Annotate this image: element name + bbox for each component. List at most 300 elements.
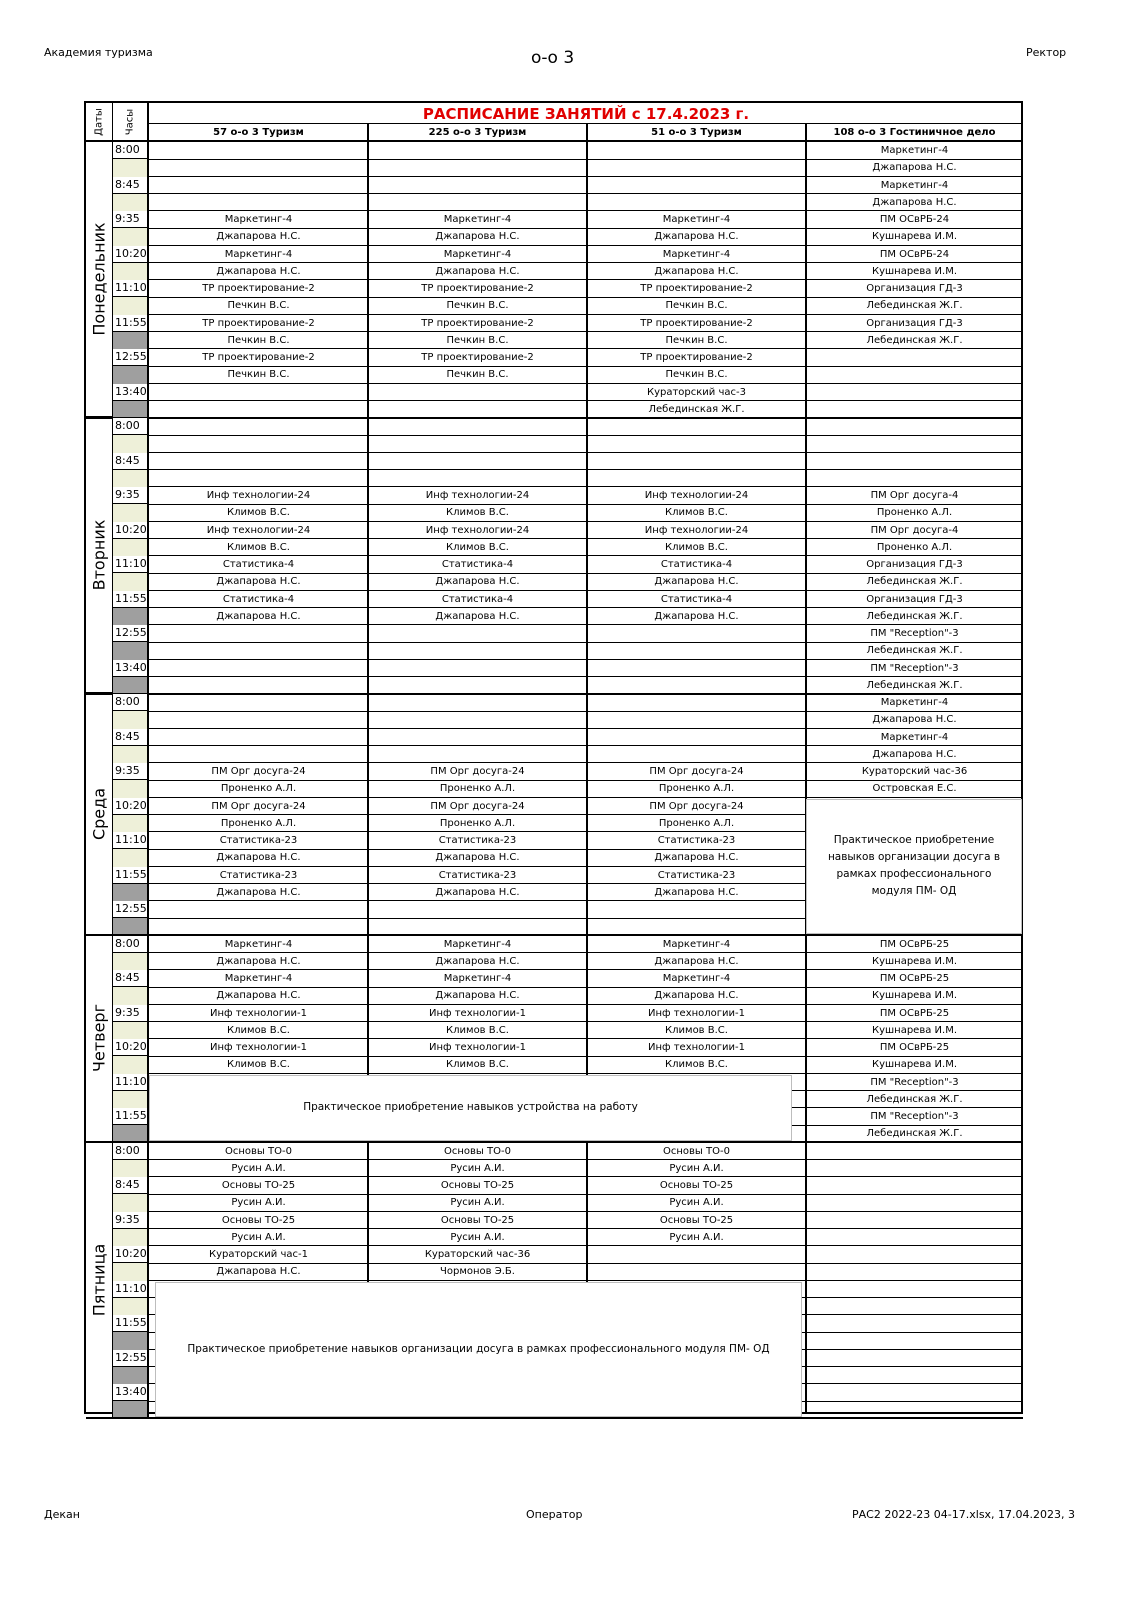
col-225-teacher: Печкин В.С. [446,300,509,312]
time-cell-shade [113,332,149,349]
col-108-subject: ПМ ОСвРБ-24 [879,214,950,225]
col-51-subject: ТР проектирование-2 [640,283,753,294]
col-51-subject: Кураторский час-3 [646,386,746,398]
col-108-teacher: Джапарова Н.С. [872,714,957,726]
col-51-teacher: Проненко А.Л. [658,817,735,829]
col-51-subject: ТР проектирование-2 [640,317,753,329]
col-108-teacher: Кушнарева И.М. [872,1024,957,1036]
col-57-teacher [149,918,368,935]
col-51-subject: Основы ТО-25 [659,1180,734,1191]
time-cell: 11:10 [113,556,149,573]
time-cell: 12:55 [113,901,149,918]
col-108-subject [806,384,1023,401]
col-108-teacher: Джапарова Н.С. [872,162,957,174]
col-51-teacher: Джапарова Н.С. [654,955,739,967]
col-57-teacher: Джапарова Н.С. [216,576,301,588]
time-cell: 9:35 [113,211,149,228]
col-57-teacher: Джапарова Н.С. [216,852,301,864]
time-cell-shade [113,1160,149,1177]
col-108-subject: ПМ ОСвРБ-25 [879,1007,950,1019]
col-225-teacher: Джапарова Н.С. [435,852,520,864]
col-108-subject: Маркетинг-4 [880,697,949,708]
col-108-subject [806,1246,1023,1263]
time-cell-shade [113,297,149,314]
col-51-teacher: Печкин В.С. [665,334,728,346]
col-57-subject [149,694,368,711]
col-108-teacher [806,1229,1023,1246]
col-51-subject: Маркетинг-4 [662,248,731,260]
time-cell: 9:35 [113,763,149,780]
col-51-teacher: Климов В.С. [665,1059,728,1071]
col-51-teacher: Джапарова Н.С. [654,886,739,898]
fri-practice-note: Практическое приобретение навыков организации досуга в рамках профессионального модуля ПМ- ОД [155,1282,802,1417]
time-cell: 8:00 [113,694,149,711]
col-108-subject: ПМ "Reception"-3 [870,628,959,639]
column-divider [805,124,807,1414]
col-108-subject: ПМ ОСвРБ-24 [879,248,950,260]
col-51-subject [587,625,806,642]
col-51-teacher [587,435,806,452]
time-cell-shade [113,780,149,797]
col-108-subject [806,1350,1023,1367]
col-51-subject: Инф технологии-1 [647,1042,746,1053]
col-51-teacher: Лебединская Ж.Г. [648,403,745,415]
column-divider [367,124,369,1414]
col-225-subject: Статистика-4 [441,559,514,570]
col-225-teacher: Джапарова Н.С. [435,955,520,967]
col-51-teacher [587,159,806,176]
time-cell: 9:35 [113,1005,149,1022]
time-cell-shade [113,435,149,452]
time-cell: 13:40 [113,384,149,401]
time-cell: 11:10 [113,1074,149,1091]
col-51-subject [587,660,806,677]
time-cell-shade [113,953,149,970]
col-108-subject: Организация ГД-3 [866,593,963,605]
footer-operator: Оператор [526,1508,583,1521]
time-cell-shade [113,1298,149,1315]
time-cell: 11:55 [113,1315,149,1332]
col-225-teacher: Джапарова Н.С. [435,886,520,898]
col-57-subject: ПМ Орг досуга-24 [211,800,306,812]
time-cell-shade [113,504,149,521]
time-cell-shade [113,573,149,590]
col-57-teacher: Русин А.И. [231,1197,286,1209]
col-57-teacher: Климов В.С. [227,1024,290,1036]
col-51-teacher: Климов В.С. [665,1024,728,1036]
col-51-teacher [587,1263,806,1280]
col-225-subject: ТР проектирование-2 [421,317,534,329]
col-57-teacher: Печкин В.С. [227,300,290,312]
footer-file-info: РАС2 2022-23 04-17.xlsx, 17.04.2023, 3 [852,1508,1076,1521]
corner-hours: Часы [113,103,149,142]
col-225-subject [368,384,587,401]
col-57-subject: Маркетинг-4 [224,973,293,984]
time-cell-shade [113,539,149,556]
col-57-teacher: Джапарова Н.С. [216,990,301,1002]
col-51-subject: Маркетинг-4 [662,973,731,984]
time-cell-shade [113,401,149,418]
time-cell: 8:00 [113,936,149,953]
time-cell: 8:00 [113,142,149,159]
col-108-teacher [806,1298,1023,1315]
col-51-teacher: Русин А.И. [669,1231,724,1243]
col-51-teacher [587,677,806,694]
col-51-subject [587,142,806,159]
col-108-teacher [806,470,1023,487]
col-108-teacher: Лебединская Ж.Г. [866,610,963,622]
col-225-subject: Маркетинг-4 [443,973,512,984]
col-51-subject [587,901,806,918]
day-label [86,936,113,1143]
col-108-subject [806,1177,1023,1194]
col-225-subject: Инф технологии-24 [425,490,530,501]
col-57-subject [149,660,368,677]
col-57-subject: Инф технологии-24 [206,490,311,501]
col-225-teacher: Джапарова Н.С. [435,610,520,622]
col-51-subject: Статистика-4 [660,559,733,570]
col-57-teacher: Печкин В.С. [227,369,290,381]
col-108-teacher [806,1160,1023,1177]
day-name: Четверг [89,1004,109,1072]
thu-practice-note: Практическое приобретение навыков устройства на работу [149,1075,792,1141]
col-51-teacher: Джапарова Н.С. [654,852,739,864]
col-108-subject: ПМ ОСвРБ-25 [879,938,950,950]
col-225-teacher: Печкин В.С. [446,334,509,346]
schedule-table [84,101,1023,1414]
col-225-teacher: Джапарова Н.С. [435,576,520,588]
time-cell-shade [113,642,149,659]
col-108-subject [806,1315,1023,1332]
col-108-subject [806,453,1023,470]
time-cell-shade [113,1367,149,1384]
col-225-subject [368,453,587,470]
col-51-teacher: Климов В.С. [665,541,728,553]
time-cell-shade [113,918,149,935]
col-108-teacher: Джапарова Н.С. [872,196,957,208]
col-225-teacher: Джапарова Н.С. [435,990,520,1002]
col-225-subject: Маркетинг-4 [443,248,512,260]
col-225-subject: Кураторский час-36 [424,1249,531,1260]
time-cell-shade [113,608,149,625]
time-cell: 9:35 [113,1212,149,1229]
col-51-subject: ПМ Орг досуга-24 [649,766,744,777]
header-group-code: о-о 3 [531,48,575,68]
col-108-subject: Организация ГД-3 [866,559,963,570]
col-51-subject: Статистика-23 [657,835,736,846]
day-name: Вторник [89,519,109,591]
col-57-subject [149,901,368,918]
col-51-teacher: Печкин В.С. [665,300,728,312]
time-cell-shade [113,470,149,487]
col-51-subject: ПМ Орг досуга-24 [649,800,744,812]
group-header-57: 57 о-о 3 Туризм [149,124,368,142]
schedule-title: РАСПИСАНИЕ ЗАНЯТИЙ с 17.4.2023 г. [149,103,1023,124]
time-cell-shade [113,366,149,383]
col-225-teacher [368,642,587,659]
col-57-teacher [149,746,368,763]
col-225-teacher: Чормонов Э.Б. [440,1266,515,1278]
col-108-subject: ПМ "Reception"-3 [870,662,959,674]
col-225-subject [368,625,587,642]
time-cell: 10:20 [113,798,149,815]
time-cell: 8:45 [113,729,149,746]
col-57-subject: Основы ТО-25 [221,1180,296,1191]
col-108-subject [806,418,1023,435]
time-cell: 8:45 [113,1177,149,1194]
time-cell: 13:40 [113,1384,149,1401]
col-51-teacher [587,470,806,487]
col-225-teacher: Климов В.С. [446,1024,509,1036]
col-225-teacher [368,711,587,728]
col-108-teacher [806,401,1023,418]
col-51-subject: Маркетинг-4 [662,214,731,225]
col-225-subject: ТР проектирование-2 [421,283,534,294]
col-51-subject: Статистика-23 [657,869,736,881]
day-label [86,1143,113,1419]
time-cell: 12:55 [113,1350,149,1367]
col-225-teacher [368,918,587,935]
col-57-subject: Инф технологии-1 [209,1042,308,1053]
col-51-teacher: Джапарова Н.С. [654,610,739,622]
col-57-subject [149,177,368,194]
col-108-teacher: Кушнарева И.М. [872,231,957,243]
col-57-subject: ТР проектирование-2 [202,317,315,329]
col-108-subject: Кураторский час-36 [861,766,968,777]
wed-practice-note: Практическое приобретение навыков организации досуга в рамках профессионального модуля ПМ- ОД [806,799,1022,934]
col-57-teacher: Джапарова Н.С. [216,610,301,622]
col-225-subject: Основы ТО-0 [444,1145,511,1157]
time-cell-shade [113,1091,149,1108]
col-51-subject: Маркетинг-4 [662,938,731,950]
time-cell-shade [113,711,149,728]
col-57-teacher: Джапарова Н.С. [216,955,301,967]
col-225-subject: Инф технологии-24 [425,524,530,536]
col-225-subject: Основы ТО-25 [440,1214,515,1226]
col-225-subject [368,418,587,435]
col-225-subject [368,729,587,746]
col-57-teacher: Джапарова Н.С. [216,265,301,277]
time-cell-shade [113,746,149,763]
day-name: Понедельник [89,222,109,336]
time-cell: 8:00 [113,418,149,435]
col-108-subject [806,1384,1023,1401]
col-57-subject: Инф технологии-1 [209,1007,308,1019]
col-108-teacher: Проненко А.Л. [876,541,953,553]
col-108-subject: ПМ ОСвРБ-25 [879,973,950,984]
time-cell-shade [113,815,149,832]
time-cell-shade [113,1056,149,1073]
col-225-subject: Инф технологии-1 [428,1007,527,1019]
col-225-teacher [368,159,587,176]
col-225-subject: Основы ТО-25 [440,1180,515,1191]
col-108-teacher: Джапарова Н.С. [872,748,957,760]
time-cell-shade [113,228,149,245]
col-51-teacher: Климов В.С. [665,507,728,519]
col-108-teacher: Кушнарева И.М. [872,265,957,277]
day-label [86,418,113,694]
col-225-teacher: Печкин В.С. [446,369,509,381]
col-225-subject: Статистика-23 [438,835,517,846]
time-cell: 8:00 [113,1143,149,1160]
col-51-teacher: Джапарова Н.С. [654,265,739,277]
col-225-teacher: Джапарова Н.С. [435,265,520,277]
day-name: Пятница [89,1243,109,1316]
col-108-teacher: Лебединская Ж.Г. [866,300,963,312]
time-cell: 10:20 [113,522,149,539]
time-cell: 11:10 [113,1281,149,1298]
col-225-teacher: Русин А.И. [450,1162,505,1174]
col-225-subject: ПМ Орг досуга-24 [430,766,525,777]
col-57-subject [149,453,368,470]
col-225-teacher: Русин А.И. [450,1231,505,1243]
time-cell: 11:55 [113,1108,149,1125]
col-108-subject [806,349,1023,366]
col-57-subject: ПМ Орг досуга-24 [211,766,306,777]
corner-dates: Даты [86,103,113,142]
col-57-subject: Статистика-4 [222,559,295,570]
col-225-subject: ТР проектирование-2 [421,352,534,363]
time-cell-shade [113,1401,149,1418]
col-108-teacher: Островская Е.С. [872,783,957,795]
col-108-subject: Маркетинг-4 [880,179,949,191]
time-cell-shade [113,1263,149,1280]
col-51-subject [587,453,806,470]
time-cell: 10:20 [113,246,149,263]
col-225-teacher: Русин А.И. [450,1197,505,1209]
col-51-teacher: Джапарова Н.С. [654,990,739,1002]
col-57-subject: Инф технологии-24 [206,524,311,536]
col-108-teacher [806,435,1023,452]
col-57-teacher: Климов В.С. [227,1059,290,1071]
time-cell: 11:10 [113,832,149,849]
col-225-teacher [368,470,587,487]
time-cell-shade [113,194,149,211]
col-225-teacher: Проненко А.Л. [439,817,516,829]
col-57-teacher: Климов В.С. [227,541,290,553]
group-header-51: 51 о-о 3 Туризм [587,124,806,142]
day-label [86,142,113,418]
col-57-teacher: Печкин В.С. [227,334,290,346]
col-51-teacher [587,194,806,211]
col-51-subject [587,694,806,711]
time-cell: 12:55 [113,625,149,642]
col-225-subject [368,177,587,194]
col-225-teacher: Климов В.С. [446,507,509,519]
col-57-subject: Маркетинг-4 [224,248,293,260]
time-cell-shade [113,849,149,866]
col-108-teacher: Лебединская Ж.Г. [866,334,963,346]
col-57-teacher: Русин А.И. [231,1231,286,1243]
time-cell-shade [113,1022,149,1039]
col-108-subject: Организация ГД-3 [866,317,963,329]
col-57-teacher [149,677,368,694]
col-51-subject: Основы ТО-25 [659,1214,734,1226]
col-225-teacher [368,677,587,694]
time-cell-shade [113,677,149,694]
col-51-teacher [587,746,806,763]
col-57-teacher: Климов В.С. [227,507,290,519]
col-51-subject [587,418,806,435]
time-cell-shade [113,1332,149,1349]
col-57-teacher [149,711,368,728]
col-57-subject [149,418,368,435]
col-57-subject: Маркетинг-4 [224,214,293,225]
col-225-teacher [368,401,587,418]
time-cell: 11:55 [113,867,149,884]
col-108-subject [806,1143,1023,1160]
time-cell-shade [113,1125,149,1142]
col-108-subject [806,1212,1023,1229]
time-cell-shade [113,987,149,1004]
col-57-subject [149,625,368,642]
col-51-teacher: Джапарова Н.С. [654,576,739,588]
footer-dean: Декан [44,1508,80,1521]
column-divider [586,124,588,1414]
col-108-subject: Маркетинг-4 [880,145,949,156]
col-51-teacher: Проненко А.Л. [658,783,735,795]
time-cell: 11:55 [113,591,149,608]
col-108-subject: Организация ГД-3 [866,283,963,294]
col-57-subject: Статистика-23 [219,835,298,846]
col-51-subject: Статистика-4 [660,593,733,605]
col-108-teacher: Лебединская Ж.Г. [866,645,963,657]
col-51-teacher: Джапарова Н.С. [654,231,739,243]
col-57-subject: Кураторский час-1 [208,1249,308,1260]
col-57-teacher [149,194,368,211]
col-108-teacher [806,366,1023,383]
col-108-subject: ПМ "Reception"-3 [870,1111,959,1122]
col-57-teacher [149,159,368,176]
col-57-subject [149,142,368,159]
col-108-teacher: Кушнарева И.М. [872,990,957,1002]
col-108-subject: ПМ Орг досуга-4 [870,490,959,501]
time-cell: 8:45 [113,453,149,470]
col-57-subject: Маркетинг-4 [224,938,293,950]
col-225-teacher [368,435,587,452]
col-225-subject: ПМ Орг досуга-24 [430,800,525,812]
col-108-teacher: Кушнарева И.М. [872,955,957,967]
col-51-subject: ТР проектирование-2 [640,352,753,363]
col-108-teacher: Кушнарева И.М. [872,1059,957,1071]
group-header-108: 108 о-о 3 Гостиничное дело [806,124,1023,142]
col-57-subject [149,729,368,746]
col-108-subject: ПМ ОСвРБ-25 [879,1042,950,1053]
col-57-teacher [149,470,368,487]
col-108-subject: ПМ "Reception"-3 [870,1076,959,1088]
col-108-subject: ПМ Орг досуга-4 [870,524,959,536]
col-57-teacher [149,401,368,418]
col-225-subject: Маркетинг-4 [443,214,512,225]
time-cell: 9:35 [113,487,149,504]
col-57-subject [149,384,368,401]
header-academy: Академия туризма [44,46,153,59]
day-label [86,694,113,936]
col-57-teacher: Джапарова Н.С. [216,231,301,243]
time-cell-shade [113,1194,149,1211]
day-name: Среда [89,787,109,840]
col-225-teacher: Климов В.С. [446,1059,509,1071]
col-225-teacher: Климов В.С. [446,541,509,553]
col-108-teacher: Лебединская Ж.Г. [866,1093,963,1105]
col-108-teacher [806,1263,1023,1280]
col-57-subject: Статистика-23 [219,869,298,881]
col-51-teacher [587,918,806,935]
col-51-subject [587,177,806,194]
col-51-teacher: Печкин В.С. [665,369,728,381]
col-108-teacher: Проненко А.Л. [876,507,953,519]
col-108-teacher [806,1194,1023,1211]
